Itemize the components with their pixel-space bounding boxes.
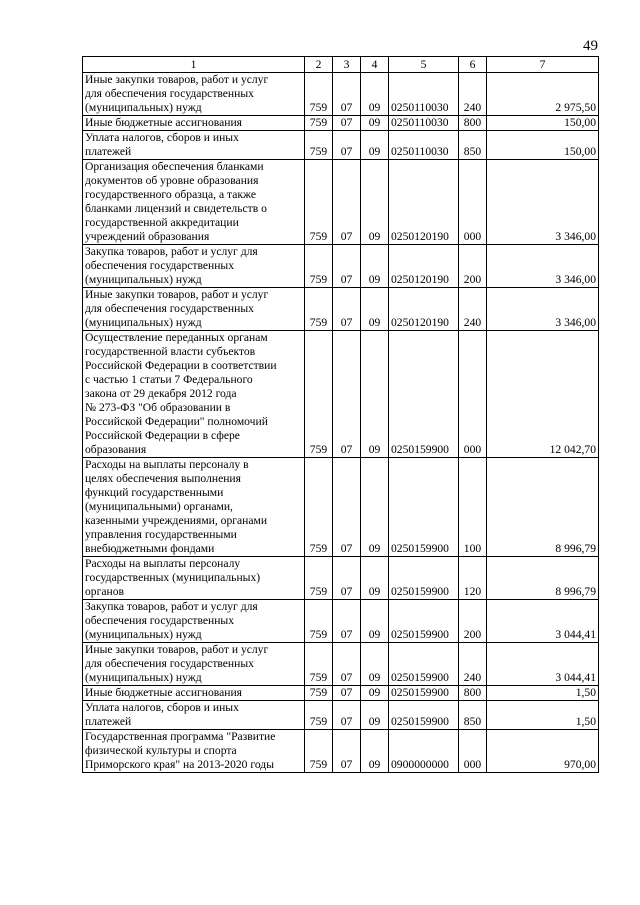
cell-name-line: учреждений образования: [85, 230, 210, 243]
cell-subsection: 09: [361, 458, 389, 557]
cell-name-line: обеспечения государственных: [85, 614, 235, 627]
cell-section: 07: [333, 600, 361, 643]
cell-name-line: функций государственными: [85, 486, 224, 499]
cell-name-line: образования: [85, 443, 147, 456]
cell-name: [83, 288, 305, 331]
cell-article: 0250159900: [389, 458, 459, 557]
cell-subsection: 09: [361, 245, 389, 288]
cell-name-line: Государственная программа "Развитие: [85, 730, 276, 743]
cell-name-line: для обеспечения государственных: [85, 302, 254, 315]
cell-amount: 2 975,50: [487, 73, 599, 116]
table-row: [83, 288, 599, 331]
cell-name-line: внебюджетными фондами: [85, 542, 215, 555]
cell-subsection: 09: [361, 701, 389, 730]
cell-expense-type: 240: [459, 288, 487, 331]
cell-subsection: 09: [361, 686, 389, 701]
cell-section: 07: [333, 643, 361, 686]
cell-ministry: 759: [305, 331, 333, 458]
table-body: [83, 73, 599, 773]
cell-name-line: Закупка товаров, работ и услуг для: [85, 245, 258, 258]
cell-subsection: 09: [361, 730, 389, 773]
cell-subsection: 09: [361, 131, 389, 160]
cell-article: 0250159900: [389, 643, 459, 686]
cell-article: 0900000000: [389, 730, 459, 773]
cell-section: 07: [333, 458, 361, 557]
cell-name-line: закона от 29 декабря 2012 года: [85, 387, 237, 400]
cell-subsection: 09: [361, 643, 389, 686]
cell-ministry: 759: [305, 73, 333, 116]
cell-name-line: (муниципальных) нужд: [85, 101, 202, 114]
cell-name-line: Российской Федерации в соответствии: [85, 359, 277, 372]
header-cell-expense-type: 6: [459, 57, 487, 73]
cell-subsection: 09: [361, 73, 389, 116]
cell-name: [83, 730, 305, 773]
cell-name-line: Осуществление переданных органам: [85, 331, 268, 344]
cell-expense-type: 000: [459, 160, 487, 245]
table-row: [83, 245, 599, 288]
cell-subsection: 09: [361, 288, 389, 331]
cell-amount: 12 042,70: [487, 331, 599, 458]
cell-expense-type: 100: [459, 458, 487, 557]
cell-ministry: 759: [305, 160, 333, 245]
cell-amount: 1,50: [487, 686, 599, 701]
cell-name: [83, 643, 305, 686]
cell-expense-type: 850: [459, 131, 487, 160]
cell-name-line: обеспечения государственных: [85, 259, 235, 272]
cell-name-line: № 273-ФЗ "Об образовании в: [85, 401, 231, 414]
cell-expense-type: 000: [459, 331, 487, 458]
cell-amount: 3 346,00: [487, 245, 599, 288]
cell-section: 07: [333, 73, 361, 116]
cell-name-line: Организация обеспечения бланками: [85, 160, 264, 173]
cell-name-line: Российской Федерации" полномочий: [85, 415, 268, 428]
cell-name-line: Иные бюджетные ассигнования: [85, 116, 242, 129]
table-row: [83, 643, 599, 686]
table-row: [83, 160, 599, 245]
cell-article: 0250159900: [389, 701, 459, 730]
cell-section: 07: [333, 245, 361, 288]
table-row: [83, 686, 599, 701]
cell-name-line: (муниципальных) нужд: [85, 316, 202, 329]
cell-name-line: (муниципальных) нужд: [85, 628, 202, 641]
cell-article: 0250159900: [389, 686, 459, 701]
cell-amount: 3 044,41: [487, 600, 599, 643]
cell-name: [83, 701, 305, 730]
cell-name-line: Расходы на выплаты персоналу: [85, 557, 241, 570]
cell-section: 07: [333, 288, 361, 331]
table-row: [83, 600, 599, 643]
cell-name: [83, 131, 305, 160]
cell-expense-type: 800: [459, 686, 487, 701]
cell-article: 0250120190: [389, 160, 459, 245]
cell-name-line: государственной аккредитации: [85, 216, 239, 229]
cell-ministry: 759: [305, 288, 333, 331]
cell-ministry: 759: [305, 458, 333, 557]
cell-name-line: казенными учреждениями, органами: [85, 514, 268, 527]
cell-ministry: 759: [305, 116, 333, 131]
table-row: [83, 73, 599, 116]
header-cell-amount: 7: [487, 57, 599, 73]
table-row: [83, 557, 599, 600]
cell-article: 0250159900: [389, 557, 459, 600]
cell-section: 07: [333, 557, 361, 600]
cell-ministry: 759: [305, 686, 333, 701]
cell-name: [83, 458, 305, 557]
cell-name: [83, 73, 305, 116]
cell-section: 07: [333, 701, 361, 730]
cell-section: 07: [333, 131, 361, 160]
cell-name: [83, 331, 305, 458]
cell-expense-type: 240: [459, 643, 487, 686]
table-row: [83, 331, 599, 458]
cell-subsection: 09: [361, 600, 389, 643]
cell-name-line: Иные бюджетные ассигнования: [85, 686, 242, 699]
cell-article: 0250120190: [389, 288, 459, 331]
cell-name-line: документов об уровне образования: [85, 174, 259, 187]
cell-name-line: Уплата налогов, сборов и иных: [85, 131, 239, 144]
cell-expense-type: 240: [459, 73, 487, 116]
cell-name: [83, 160, 305, 245]
cell-name: [83, 116, 305, 131]
table-row: [83, 730, 599, 773]
cell-name-line: с частью 1 статьи 7 Федерального: [85, 373, 253, 386]
cell-amount: 1,50: [487, 701, 599, 730]
budget-table: [82, 56, 599, 773]
cell-amount: 3 346,00: [487, 288, 599, 331]
table-row: [83, 131, 599, 160]
cell-name-line: государственного образца, а также: [85, 188, 256, 201]
cell-article: 0250120190: [389, 245, 459, 288]
cell-subsection: 09: [361, 160, 389, 245]
header-cell-name: 1: [83, 57, 305, 73]
cell-article: 0250159900: [389, 331, 459, 458]
cell-name: [83, 686, 305, 701]
cell-name: [83, 600, 305, 643]
header-cell-article: 5: [389, 57, 459, 73]
cell-subsection: 09: [361, 557, 389, 600]
cell-section: 07: [333, 160, 361, 245]
header-cell-subsection: 4: [361, 57, 389, 73]
cell-section: 07: [333, 116, 361, 131]
cell-name-line: (муниципальными) органами,: [85, 500, 233, 513]
cell-subsection: 09: [361, 331, 389, 458]
cell-ministry: 759: [305, 600, 333, 643]
cell-expense-type: 200: [459, 600, 487, 643]
cell-name-line: целях обеспечения выполнения: [85, 472, 241, 485]
cell-name-line: Иные закупки товаров, работ и услуг: [85, 643, 269, 656]
cell-ministry: 759: [305, 131, 333, 160]
cell-ministry: 759: [305, 245, 333, 288]
cell-article: 0250110030: [389, 131, 459, 160]
header-cell-section: 3: [333, 57, 361, 73]
header-cell-ministry: 2: [305, 57, 333, 73]
cell-name-line: Иные закупки товаров, работ и услуг: [85, 73, 269, 86]
cell-name-line: Расходы на выплаты персоналу в: [85, 458, 249, 471]
cell-amount: 8 996,79: [487, 557, 599, 600]
cell-name-line: Российской Федерации в сфере: [85, 429, 240, 442]
cell-section: 07: [333, 331, 361, 458]
cell-ministry: 759: [305, 730, 333, 773]
cell-name-line: Уплата налогов, сборов и иных: [85, 701, 239, 714]
table-row: [83, 701, 599, 730]
cell-expense-type: 120: [459, 557, 487, 600]
cell-amount: 150,00: [487, 131, 599, 160]
cell-name-line: государственных (муниципальных): [85, 571, 261, 584]
cell-ministry: 759: [305, 643, 333, 686]
cell-amount: 3 346,00: [487, 160, 599, 245]
cell-amount: 150,00: [487, 116, 599, 131]
cell-name-line: Приморского края" на 2013-2020 годы: [85, 758, 274, 771]
cell-expense-type: 800: [459, 116, 487, 131]
cell-name-line: для обеспечения государственных: [85, 657, 254, 670]
table-row: [83, 458, 599, 557]
cell-name-line: государственной власти субъектов: [85, 345, 256, 358]
cell-expense-type: 000: [459, 730, 487, 773]
cell-name: [83, 557, 305, 600]
cell-name-line: платежей: [85, 145, 132, 158]
cell-name-line: Закупка товаров, работ и услуг для: [85, 600, 258, 613]
cell-ministry: 759: [305, 701, 333, 730]
cell-ministry: 759: [305, 557, 333, 600]
cell-section: 07: [333, 730, 361, 773]
cell-amount: 8 996,79: [487, 458, 599, 557]
cell-article: 0250159900: [389, 600, 459, 643]
cell-section: 07: [333, 686, 361, 701]
table-row: [83, 116, 599, 131]
cell-name-line: (муниципальных) нужд: [85, 671, 202, 684]
cell-amount: 3 044,41: [487, 643, 599, 686]
header-row: [83, 57, 599, 73]
cell-name-line: (муниципальных) нужд: [85, 273, 202, 286]
cell-name-line: платежей: [85, 715, 132, 728]
cell-name-line: бланками лицензий и свидетельств о: [85, 202, 267, 215]
cell-article: 0250110030: [389, 73, 459, 116]
cell-name: [83, 245, 305, 288]
cell-subsection: 09: [361, 116, 389, 131]
cell-name-line: физической культуры и спорта: [85, 744, 237, 757]
cell-article: 0250110030: [389, 116, 459, 131]
cell-name-line: Иные закупки товаров, работ и услуг: [85, 288, 269, 301]
cell-amount: 970,00: [487, 730, 599, 773]
cell-name-line: органов: [85, 585, 124, 598]
cell-expense-type: 200: [459, 245, 487, 288]
cell-expense-type: 850: [459, 701, 487, 730]
cell-name-line: для обеспечения государственных: [85, 87, 254, 100]
page-number: 49: [583, 38, 598, 54]
cell-name-line: управления государственными: [85, 528, 237, 541]
